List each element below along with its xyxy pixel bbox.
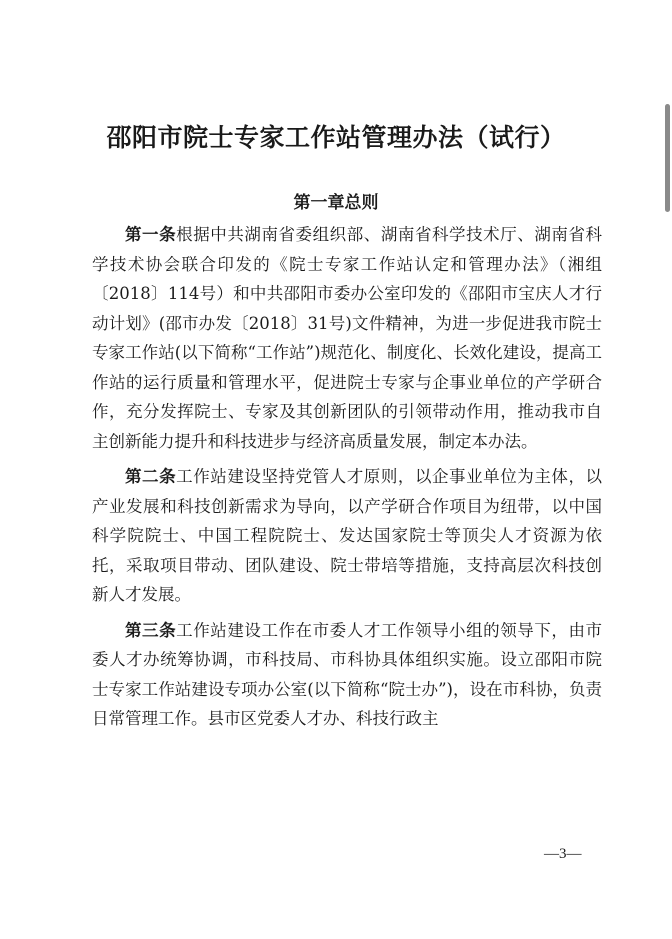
article-2-label: 第二条 [125, 467, 177, 486]
page-number: —3— [544, 846, 582, 862]
article-2-text: 工作站建设坚持党管人才原则，以企事业单位为主体，以产业发展和科技创新需求为导向，以产学研合作项目为纽带，以中国科学院院士、中国工程院院士、发达国家院士等顶尖人才资源为依托，采取项目带动、团队建设、院士带培等措施，支持高层次科技创新人才发展。 [92, 467, 603, 604]
chapter-title: 第一章总则 [293, 193, 379, 213]
article-3-label: 第三条 [125, 620, 177, 640]
article-1 [92, 220, 602, 456]
document-body [92, 220, 602, 734]
article-2 [92, 462, 602, 610]
document-title: 邵阳市院士专家工作站管理办法（试行） [106, 123, 566, 152]
article-3 [92, 616, 602, 734]
article-1-text: 根据中共湖南省委组织部、湖南省科学技术厅、湖南省科学技术协会联合印发的《院士专家工作站认定和管理办法》（湘组〔2018〕114号）和中共邵阳市委办公室印发的《邵阳市宝庆人才行动计划》(邵市办发〔2018〕31号)文件精神，为进一步促进我市院士专家工作站(以下简称“工作站”)规范化、制度化、长效化建设，提高工作站的运行质量和管理水平，促进院士专家与企事业单位的产学研合作，充分发挥院士、专家及其创新团队的引领带动作用，推动我市自主创新能力提升和科技进步与经济高质量发展，制定本办法。 [92, 225, 603, 451]
article-1-label: 第一条 [125, 225, 177, 244]
article-3-text: 工作站建设工作在市委人才工作领导小组的领导下，由市委人才办统筹协调，市科技局、市科协具体组织实施。设立邵阳市院士专家工作站建设专项办公室(以下简称“院士办”)，设在市科协，负责日常管理工作。县市区党委人才办、科技行政主 [92, 620, 603, 728]
